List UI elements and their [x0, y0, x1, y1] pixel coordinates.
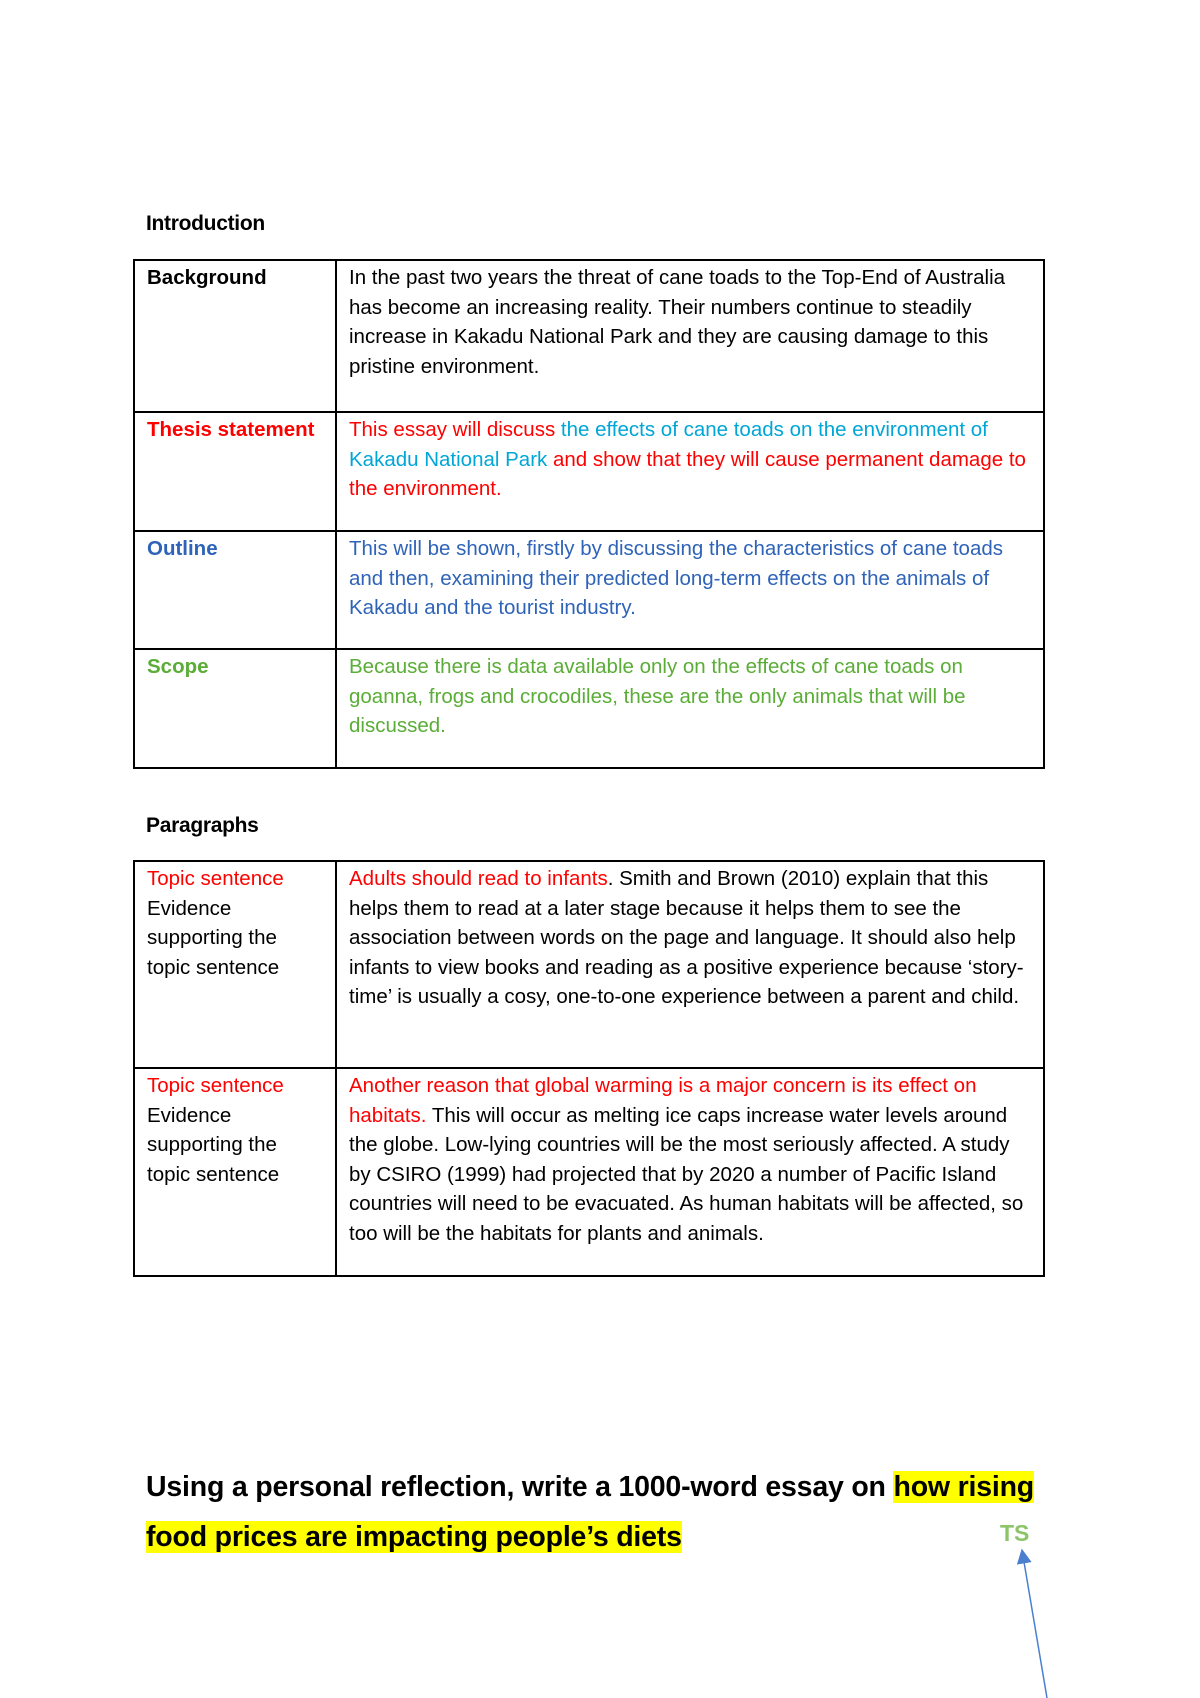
topic-sentence-label: Topic sentence: [147, 867, 284, 890]
table-row: [134, 1068, 1044, 1276]
prompt-highlighted-topic: how rising food prices are impacting people’s diets: [146, 1471, 1034, 1553]
paragraph-1-text: [336, 861, 1044, 1068]
paragraph-1-label: [134, 861, 336, 1068]
scope-label: Scope: [134, 649, 336, 768]
essay-prompt: [146, 1462, 1066, 1562]
introduction-heading: Introduction: [146, 212, 265, 235]
background-text: In the past two years the threat of cane toads to the Top-End of Australia has become an increasing reality. Their numbers continue to steadily increase in Kakadu National Park and they are causing damage to this pristine environment.: [336, 260, 1044, 412]
evidence-label: Evidence supporting the topic sentence: [147, 1103, 280, 1186]
thesis-part-3: and show that they will cause permanent damage to the environment.: [349, 447, 1026, 500]
prompt-plain-text: Using a personal reflection, write a 1000-word essay on: [146, 1471, 894, 1503]
table-row: [134, 412, 1044, 531]
supporting-evidence: . Smith and Brown (2010) explain that this helps them to read at a later stage because it helps them to see the association between words on the page and language. It should also help infants to view books and reading as a positive experience because ‘story-time’ is usually a cosy, one-to-one experience between a parent and child.: [349, 867, 1024, 1008]
outline-label: Outline: [134, 531, 336, 649]
ts-annotation-label: TS: [1000, 1520, 1030, 1546]
thesis-statement-text: [336, 412, 1044, 531]
thesis-part-1: This essay will discuss: [349, 418, 561, 441]
background-label: Background: [134, 260, 336, 412]
introduction-table: [133, 259, 1045, 769]
topic-sentence: Another reason that global warming is a major concern is its effect on habitats.: [349, 1074, 977, 1127]
thesis-topic-highlight: the effects of cane toads on the environment of Kakadu National Park: [349, 418, 988, 471]
table-row: [134, 531, 1044, 649]
evidence-label: Evidence supporting the topic sentence: [147, 896, 280, 979]
paragraph-2-label: [134, 1068, 336, 1276]
paragraph-2-text: [336, 1068, 1044, 1276]
table-row: [134, 260, 1044, 412]
table-row: [134, 649, 1044, 768]
supporting-evidence: This will occur as melting ice caps increase water levels around the globe. Low-lying countries will be the most seriously affected. A study by CSIRO (1999) had projected that by 2020 a number of Pacific Island countries will need to be evacuated. As human habitats will be affected, so too will be the habitats for plants and animals.: [349, 1103, 1024, 1245]
topic-sentence-label: Topic sentence: [147, 1074, 284, 1097]
arrow-line: [1023, 1556, 1047, 1698]
table-row: [134, 861, 1044, 1068]
thesis-statement-label: Thesis statement: [134, 412, 336, 531]
topic-sentence: Adults should read to infants: [349, 867, 608, 890]
paragraphs-heading: Paragraphs: [146, 814, 259, 837]
paragraphs-table: [133, 860, 1045, 1277]
scope-text: Because there is data available only on the effects of cane toads on goanna, frogs and crocodiles, these are the only animals that will be discussed.: [336, 649, 1044, 768]
outline-text: This will be shown, firstly by discussing the characteristics of cane toads and then, examining their predicted long-term effects on the animals of Kakadu and the tourist industry.: [336, 531, 1044, 649]
